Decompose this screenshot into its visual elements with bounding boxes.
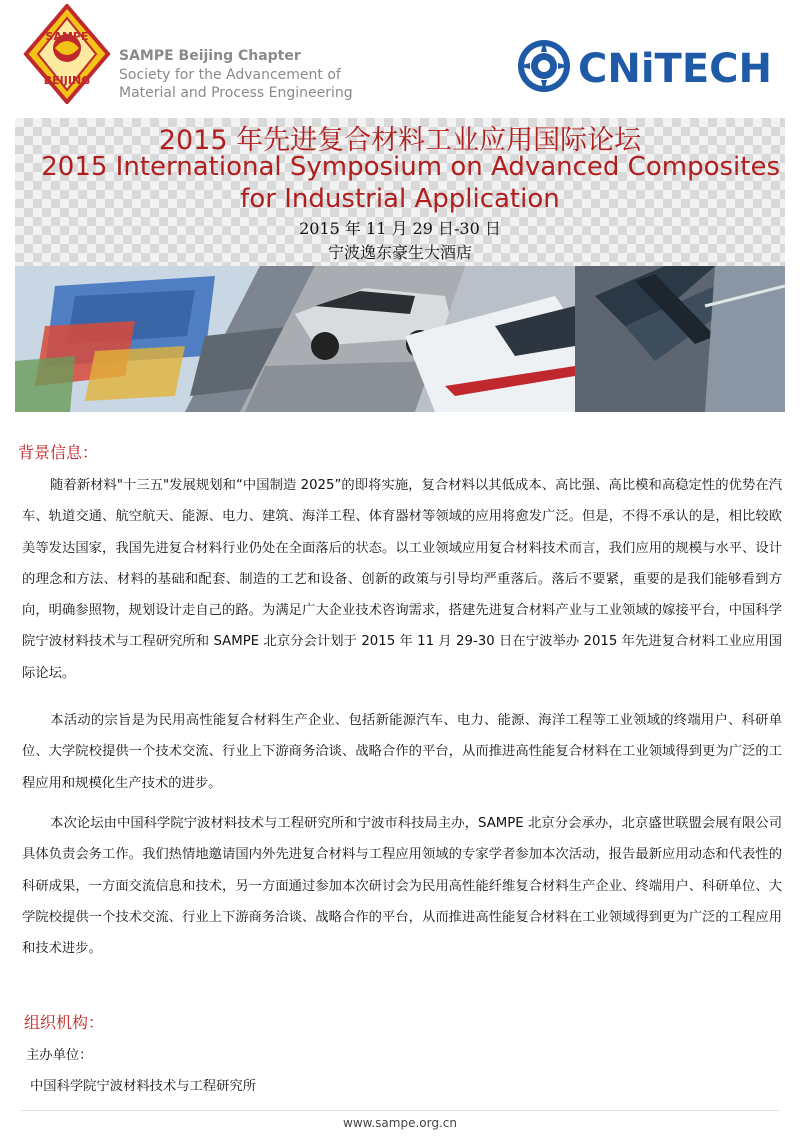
section-heading-background: 背景信息： bbox=[18, 443, 99, 462]
section-heading-organization: 组织机构： bbox=[24, 1013, 105, 1032]
background-paragraph-2 bbox=[22, 705, 782, 799]
host-label: 主办单位： bbox=[26, 1048, 93, 1063]
chapter-desc-line-2: Material and Process Engineering bbox=[119, 85, 353, 101]
background-paragraph-1-text: 随着新材料"十三五"发展规划和“中国制造 2025”的即将实施，复合材料以其低成本、高比强、高比模和高稳定性的优势在汽车、轨道交通、航空航天、能源、电力、建筑、海洋工程、体育器材等领域的应用将愈发广泛。但是，不得不承认的是，相比较欧美等发达国家，我国先进复合材料行业仍处在全面落后的状态。以工业领域应用复合材料技术而言，我们应用的规模与水平、设计的理念和方法、材料的基础和配套、制造的工艺和设备、创新的政策与引导均严重落后。落后不要紧，重要的是我们能够看到方向，明确参照物，规划设计走自己的路。为满足广大企业技术咨询需求，搭建先进复合材料产业与工业领域的嫁接平台，中国科学院宁波材料技术与工程研究所和 SAMPE 北京分会计划于 2015 年 11 月 29-30 日在宁波举办 2015 年先进复合材料工业应用国际论坛。 bbox=[22, 478, 782, 681]
title-english-line-2: for Industrial Application bbox=[240, 184, 560, 214]
logo-text-bottom: BEIJING bbox=[43, 74, 91, 87]
chapter-desc-line-1: Society for the Advancement of bbox=[119, 67, 341, 83]
background-paragraph-3 bbox=[22, 808, 782, 964]
footer-divider bbox=[20, 1110, 780, 1111]
background-paragraph-2-text: 本活动的宗旨是为民用高性能复合材料生产企业、包括新能源汽车、电力、能源、海洋工程等工业领域的终端用户、科研单位、大学院校提供一个技术交流、行业上下游商务洽谈、战略合作的平台，从而推进高性能复合材料在工业领域得到更为广泛的工程应用和规模化生产技术的进步。 bbox=[22, 713, 782, 791]
event-date: 2015 年 11 月 29 日-30 日 bbox=[299, 219, 501, 238]
logo-text-top: SAMPE bbox=[45, 30, 89, 43]
title-chinese: 2015 年先进复合材料工业应用国际论坛 bbox=[158, 125, 642, 156]
title-english-line-1: 2015 International Symposium on Advanced Composites bbox=[41, 152, 780, 182]
background-paragraph-3-text: 本次论坛由中国科学院宁波材料技术与工程研究所和宁波市科技局主办，SAMPE 北京分会承办，北京盛世联盟会展有限公司具体负责会务工作。我们热情地邀请国内外先进复合材料与工程应用领域的专家学者参加本次活动，报告最新应用动态和代表性的科研成果，一方面交流信息和技术，另一方面通过参加本次研讨会为民用高性能纤维复合材料生产企业、终端用户、科研单位、大学院校提供一个技术交流、行业上下游商务洽谈、战略合作的平台，从而推进高性能复合材料在工业领域得到更为广泛的工程应用和技术进步。 bbox=[22, 816, 782, 957]
chapter-name: SAMPE Beijing Chapter bbox=[119, 48, 301, 64]
background-paragraph-1 bbox=[22, 470, 782, 689]
chapter-description bbox=[119, 66, 379, 102]
cnitech-logo bbox=[516, 38, 786, 94]
footer-url-link[interactable]: www.sampe.org.cn bbox=[343, 1116, 457, 1130]
event-venue: 宁波逸东豪生大酒店 bbox=[327, 243, 472, 262]
host-organization: 中国科学院宁波材料技术与工程研究所 bbox=[30, 1079, 257, 1094]
cas-emblem-icon bbox=[518, 40, 570, 92]
sampe-beijing-logo bbox=[22, 4, 112, 104]
cnitech-wordmark: CNiTECH bbox=[578, 46, 772, 92]
composites-photo-collage bbox=[15, 266, 785, 412]
